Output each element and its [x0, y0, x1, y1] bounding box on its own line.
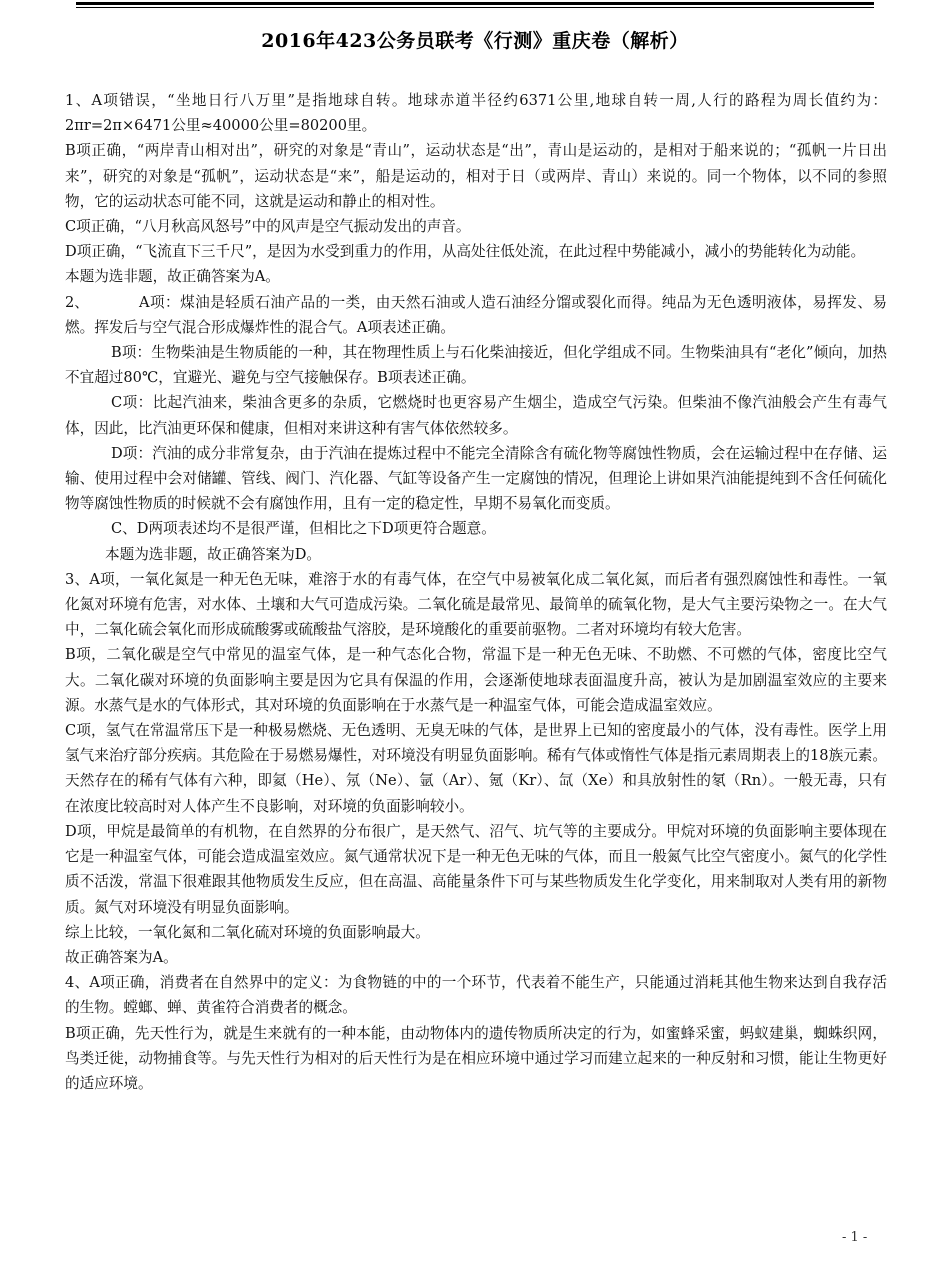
q2-option-c: C项：比起汽油来，柴油含更多的杂质，它燃烧时也更容易产生烟尘，造成空气污染。但柴油不像汽油般会产生有毒气体，因此，比汽油更环保和健康，但相对来讲这种有害气体依然较多。 — [65, 394, 887, 437]
q3-summary: 综上比较，一氧化氮和二氧化硫对环境的负面影响最大。 — [65, 923, 430, 941]
document-title: 2016年423公务员联考《行测》重庆卷（解析） — [261, 30, 689, 52]
q3-option-b: B项，二氧化碳是空气中常见的温室气体，是一种气态化合物，常温下是一种无色无味、不助燃、不可燃的气体，密度比空气大。二氧化碳对环境的负面影响主要是因为它具有保温的作用，会逐渐使地球表面温度升高，被认为是加剧温室效应的主要来源。水蒸气是水的气体形式，其对环境的负面影响在于水蒸气是一种温室气体，可能会造成温室效应。 — [65, 646, 887, 714]
q2-number: 2、 — [65, 293, 89, 311]
q2-cd-comment: C、D两项表述均不是很严谨，但相比之下D项更符合题意。 — [111, 520, 496, 538]
q2-answer: 本题为选非题，故正确答案为D。 — [105, 545, 322, 563]
header-rule-thin — [76, 7, 874, 8]
q2-option-a-paragraph — [65, 290, 887, 340]
q1-option-c: C项正确，“八月秋高风怒号”中的风声是空气振动发出的声音。 — [65, 218, 471, 236]
q4-option-b: B项正确，先天性行为，就是生来就有的一种本能，由动物体内的遗传物质所决定的行为，如蜜蜂采蜜，蚂蚁建巢，蜘蛛织网，鸟类迁徙，动物捕食等。与先天性行为相对的后天性行为是在相应环境中通过学习而建立起来的一种反射和习惯，能让生物更好的适应环境。 — [65, 1024, 887, 1092]
document-body — [65, 88, 887, 1096]
header-rule-thick — [76, 2, 874, 5]
q2-option-d: D项：汽油的成分非常复杂，由于汽油在提炼过程中不能完全清除含有硫化物等腐蚀性物质，会在运输过程中在存储、运输、使用过程中会对储罐、管线、阀门、汽化器、气缸等设备产生一定腐蚀的情况，但理论上讲如果汽油能提纯到不含任何硫化物等腐蚀性物质的时候就不会有腐蚀作用，且有一定的稳定性，早期不易氧化而变质。 — [65, 444, 887, 513]
page-number: - 1 - — [842, 1230, 868, 1245]
q2-option-a: A项：煤油是轻质石油产品的一类，由天然石油或人造石油经分馏或裂化而得。纯品为无色透明液体，易挥发、易燃。挥发后与空气混合形成爆炸性的混合气。A项表述正确。 — [65, 293, 887, 336]
q2-option-b: B项：生物柴油是生物质能的一种，其在物理性质上与石化柴油接近，但化学组成不同。生物柴油具有“老化”倾向，加热不宜超过80℃，宜避光、避免与空气接触保存。B项表述正确。 — [65, 344, 887, 387]
q1-option-b: B项正确，“两岸青山相对出”，研究的对象是“青山”，运动状态是“出”，青山是运动的，是相对于船来说的；“孤帆一片日出来”，研究的对象是“孤帆”，运动状态是“来”，船是运动的，相对于日（或两岸、青山）来说的。同一个物体，以不同的参照物，它的运动状态可能不同，这就是运动和静止的相对性。 — [65, 142, 887, 210]
q3-option-c: C项，氢气在常温常压下是一种极易燃烧、无色透明、无臭无味的气体，是世界上已知的密度最小的气体，没有毒性。医学上用氢气来治疗部分疾病。其危险在于易燃易爆性，对环境没有明显负面影响。稀有气体或惰性气体是指元素周期表上的18族元素。天然存在的稀有气体有六种，即氦（He）、氖（Ne）、氩（Ar）、氪（Kr）、氙（Xe）和具放射性的氡（Rn）。一般无毒，只有在浓度比较高时对人体产生不良影响，对环境的负面影响较小。 — [65, 722, 887, 815]
q3-option-a: 3、A项，一氧化氮是一种无色无味，难溶于水的有毒气体，在空气中易被氧化成二氧化氮，而后者有强烈腐蚀性和毒性。一氧化氮对环境有危害，对水体、土壤和大气可造成污染。二氧化硫是最常见、最简单的硫氧化物，是大气主要污染物之一。在大气中，二氧化硫会氧化而形成硫酸雾或硫酸盐气溶胶，是环境酸化的重要前驱物。二者对环境均有较大危害。 — [65, 570, 887, 639]
q3-option-d: D项，甲烷是最简单的有机物，在自然界的分布很广，是天然气、沼气、坑气等的主要成分。甲烷对环境的负面影响主要体现在它是一种温室气体，可能会造成温室效应。氮气通常状况下是一种无色无味的气体，而且一般氮气比空气密度小。氮气的化学性质不活泼，常温下很难跟其他物质发生反应，但在高温、高能量条件下可与某些物质发生化学变化，用来制取对人类有用的新物质。氮气对环境没有明显负面影响。 — [65, 822, 887, 916]
q1-option-a: 1、A项错误，“坐地日行八万里”是指地球自转。地球赤道半径约6371公里,地球自转一周,人行的路程为周长值约为：2πr=2π×6471公里≈40000公里=80200里。 — [65, 92, 887, 135]
q1-option-d: D项正确，“飞流直下三千尺”，是因为水受到重力的作用，从高处往低处流，在此过程中势能减小，减小的势能转化为动能。 — [65, 243, 866, 261]
q3-answer: 故正确答案为A。 — [65, 948, 178, 966]
q1-answer: 本题为选非题，故正确答案为A。 — [65, 268, 280, 286]
q4-option-a: 4、A项正确，消费者在自然界中的定义：为食物链的中的一个环节，代表着不能生产，只能通过消耗其他生物来达到自我存活的生物。螳螂、蝉、黄雀符合消费者的概念。 — [65, 974, 887, 1017]
